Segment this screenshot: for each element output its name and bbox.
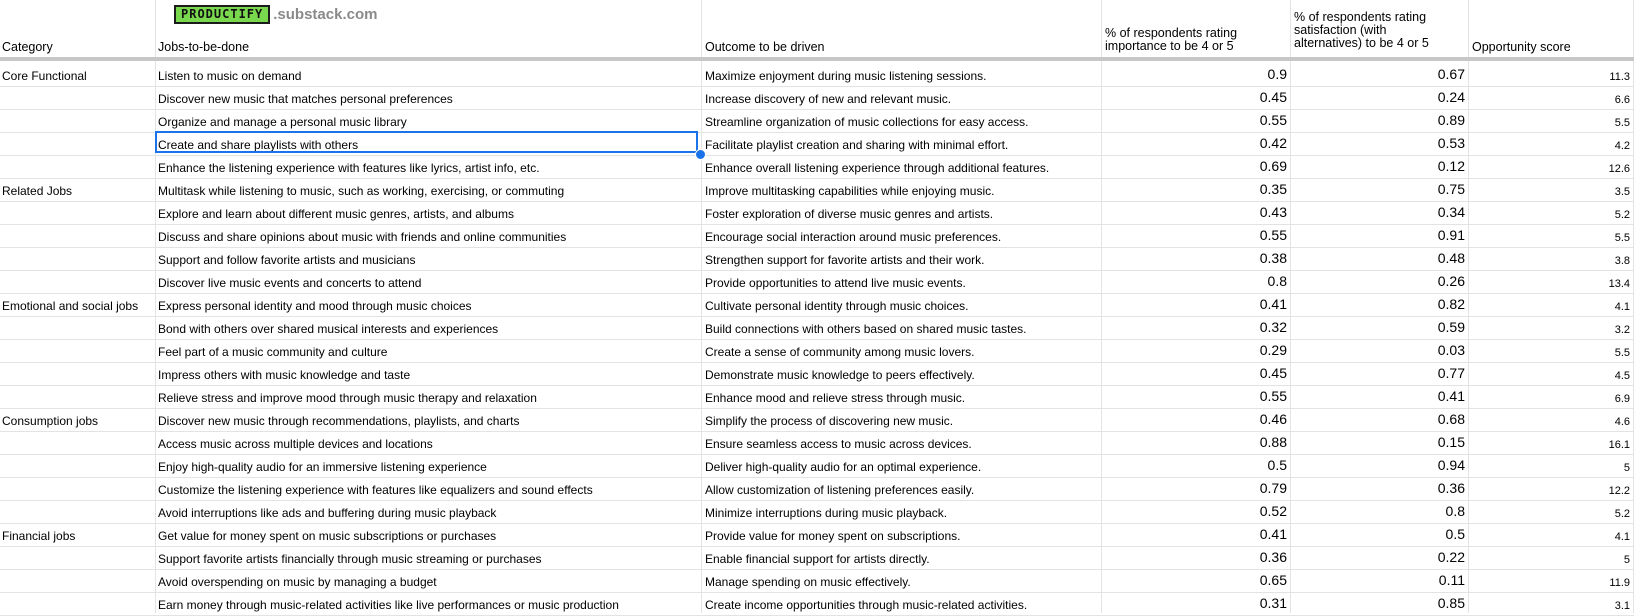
cell-opportunity[interactable]: 4.1: [1614, 531, 1630, 543]
header-satisfaction[interactable]: [1294, 11, 1429, 50]
cell-job[interactable]: Earn money through music-related activities like live performances or music production: [158, 598, 619, 612]
row-divider: [0, 339, 1634, 340]
active-cell-selection[interactable]: [155, 131, 698, 153]
cell-opportunity[interactable]: 13.4: [1608, 278, 1630, 290]
cell-outcome[interactable]: Minimize interruptions during music playback.: [705, 506, 948, 520]
cell-job[interactable]: Multitask while listening to music, such as working, exercising, or commuting: [158, 184, 565, 198]
cell-satisfaction[interactable]: 0.94: [1437, 457, 1465, 473]
cell-opportunity[interactable]: 11.9: [1609, 577, 1630, 589]
cell-opportunity[interactable]: 11.3: [1609, 71, 1630, 83]
cell-job[interactable]: Support favorite artists financially through music streaming or purchases: [158, 552, 542, 566]
row-divider: [0, 293, 1634, 294]
cell-opportunity[interactable]: 12.2: [1608, 485, 1630, 497]
cell-opportunity[interactable]: 6.9: [1614, 393, 1630, 405]
cell-importance[interactable]: 0.8: [1267, 273, 1287, 289]
cell-opportunity[interactable]: 5: [1623, 554, 1630, 566]
row-divider: [0, 385, 1634, 386]
cell-outcome[interactable]: Create a sense of community among music lovers.: [705, 345, 975, 359]
cell-satisfaction[interactable]: 0.75: [1437, 181, 1465, 197]
fill-handle[interactable]: [695, 149, 706, 160]
cell-job[interactable]: Discover new music through recommendations, playlists, and charts: [158, 414, 520, 428]
cell-outcome[interactable]: Enhance mood and relieve stress through music.: [705, 391, 966, 405]
cell-satisfaction[interactable]: 0.8: [1445, 503, 1465, 519]
cell-outcome[interactable]: Improve multitasking capabilities while enjoying music.: [705, 184, 995, 198]
row-divider: [0, 523, 1634, 524]
cell-satisfaction[interactable]: 0.91: [1437, 227, 1465, 243]
logo-domain: .substack.com: [273, 6, 378, 23]
cell-opportunity[interactable]: 5: [1623, 462, 1630, 474]
cell-job[interactable]: Organize and manage a personal music library: [158, 115, 407, 129]
logo-badge: PRODUCTIFY: [174, 5, 270, 24]
row-divider: [0, 431, 1634, 432]
cell-job[interactable]: Feel part of a music community and culture: [158, 345, 388, 359]
cell-outcome[interactable]: Enhance overall listening experience through additional features.: [705, 161, 1050, 175]
header-outcome[interactable]: Outcome to be driven: [705, 40, 825, 54]
column-divider: [155, 0, 156, 613]
cell-importance[interactable]: 0.35: [1259, 181, 1287, 197]
row-divider: [0, 247, 1634, 248]
row-divider: [0, 155, 1634, 156]
cell-satisfaction[interactable]: 0.36: [1437, 480, 1465, 496]
cell-category[interactable]: Core Functional: [2, 69, 87, 83]
cell-satisfaction[interactable]: 0.77: [1437, 365, 1465, 381]
header-importance-line: importance to be 4 or 5: [1105, 39, 1234, 53]
cell-job[interactable]: Support and follow favorite artists and musicians: [158, 253, 416, 267]
productify-logo: [174, 5, 377, 24]
cell-job[interactable]: Impress others with music knowledge and taste: [158, 368, 411, 382]
row-divider: [0, 86, 1634, 87]
cell-opportunity[interactable]: 3.2: [1614, 324, 1630, 336]
cell-importance[interactable]: 0.55: [1259, 227, 1287, 243]
row-divider: [0, 224, 1634, 225]
cell-satisfaction[interactable]: 0.41: [1437, 388, 1465, 404]
cell-outcome[interactable]: Provide value for money spent on subscriptions.: [705, 529, 961, 543]
cell-importance[interactable]: 0.9: [1267, 66, 1287, 82]
cell-satisfaction[interactable]: 0.68: [1437, 411, 1465, 427]
cell-importance[interactable]: 0.46: [1259, 411, 1287, 427]
cell-opportunity[interactable]: 4.5: [1614, 370, 1630, 382]
cell-satisfaction[interactable]: 0.85: [1437, 595, 1465, 611]
cell-opportunity[interactable]: 5.2: [1614, 209, 1630, 221]
row-divider: [0, 569, 1634, 570]
cell-importance[interactable]: 0.31: [1259, 595, 1287, 611]
cell-importance[interactable]: 0.5: [1267, 457, 1287, 473]
cell-satisfaction[interactable]: 0.15: [1437, 434, 1465, 450]
cell-importance[interactable]: 0.55: [1259, 388, 1287, 404]
header-satisfaction-line: % of respondents rating: [1294, 10, 1427, 24]
cell-job[interactable]: Avoid interruptions like ads and buffering during music playback: [158, 506, 497, 520]
cell-satisfaction[interactable]: 0.48: [1437, 250, 1465, 266]
cell-outcome[interactable]: Strengthen support for favorite artists and their work.: [705, 253, 985, 267]
row-divider: [0, 362, 1634, 363]
cell-job[interactable]: Listen to music on demand: [158, 69, 302, 83]
cell-satisfaction[interactable]: 0.11: [1438, 572, 1465, 588]
cell-category[interactable]: Related Jobs: [2, 184, 73, 198]
cell-opportunity[interactable]: 3.1: [1614, 600, 1630, 612]
header-satisfaction-line: satisfaction (with: [1294, 23, 1387, 37]
header-opportunity-score[interactable]: Opportunity score: [1472, 40, 1571, 54]
cell-importance[interactable]: 0.65: [1259, 572, 1287, 588]
cell-job[interactable]: Relieve stress and improve mood through music therapy and relaxation: [158, 391, 537, 405]
cell-satisfaction[interactable]: 0.82: [1437, 296, 1465, 312]
cell-importance[interactable]: 0.42: [1259, 135, 1287, 151]
cell-job[interactable]: Discuss and share opinions about music with friends and online communities: [158, 230, 567, 244]
cell-satisfaction[interactable]: 0.34: [1437, 204, 1465, 220]
cell-job[interactable]: Customize the listening experience with features like equalizers and sound effects: [158, 483, 593, 497]
cell-satisfaction[interactable]: 0.24: [1437, 89, 1465, 105]
cell-opportunity[interactable]: 4.6: [1614, 416, 1630, 428]
cell-job[interactable]: Explore and learn about different music genres, artists, and albums: [158, 207, 514, 221]
cell-opportunity[interactable]: 12.6: [1608, 163, 1630, 175]
cell-outcome[interactable]: Deliver high-quality audio for an optimal experience.: [705, 460, 982, 474]
cell-importance[interactable]: 0.41: [1259, 296, 1287, 312]
cell-opportunity[interactable]: 3.8: [1614, 255, 1630, 267]
cell-job[interactable]: Discover live music events and concerts to attend: [158, 276, 422, 290]
cell-outcome[interactable]: Manage spending on music effectively.: [705, 575, 911, 589]
cell-opportunity[interactable]: 4.2: [1614, 140, 1630, 152]
row-divider: [0, 454, 1634, 455]
row-divider: [0, 109, 1634, 110]
cell-importance[interactable]: 0.45: [1259, 89, 1287, 105]
cell-job[interactable]: Enjoy high-quality audio for an immersive listening experience: [158, 460, 487, 474]
cell-outcome[interactable]: Provide opportunities to attend live music events.: [705, 276, 966, 290]
cell-satisfaction[interactable]: 0.5: [1445, 526, 1465, 542]
cell-job[interactable]: Get value for money spent on music subscriptions or purchases: [158, 529, 497, 543]
cell-outcome[interactable]: Encourage social interaction around music preferences.: [705, 230, 1002, 244]
cell-outcome[interactable]: Facilitate playlist creation and sharing with minimal effort.: [705, 138, 1009, 152]
cell-opportunity[interactable]: 5.5: [1614, 117, 1630, 129]
cell-importance[interactable]: 0.88: [1259, 434, 1287, 450]
cell-satisfaction[interactable]: 0.22: [1437, 549, 1465, 565]
cell-opportunity[interactable]: 16.1: [1608, 439, 1630, 451]
cell-outcome[interactable]: Simplify the process of discovering new music.: [705, 414, 954, 428]
cell-outcome[interactable]: Foster exploration of diverse music genres and artists.: [705, 207, 994, 221]
cell-job[interactable]: Bond with others over shared musical interests and experiences: [158, 322, 499, 336]
cell-satisfaction[interactable]: 0.12: [1437, 158, 1465, 174]
cell-satisfaction[interactable]: 0.89: [1437, 112, 1465, 128]
cell-outcome[interactable]: Streamline organization of music collections for easy access.: [705, 115, 1029, 129]
row-divider: [0, 592, 1634, 593]
cell-opportunity[interactable]: 3.5: [1614, 186, 1630, 198]
cell-outcome[interactable]: Create income opportunities through music-related activities.: [705, 598, 1028, 612]
cell-importance[interactable]: 0.43: [1259, 204, 1287, 220]
cell-importance[interactable]: 0.69: [1259, 158, 1287, 174]
cell-outcome[interactable]: Ensure seamless access to music across devices.: [705, 437, 972, 451]
cell-importance[interactable]: 0.29: [1259, 342, 1287, 358]
cell-importance[interactable]: 0.38: [1259, 250, 1287, 266]
cell-opportunity[interactable]: 6.6: [1614, 94, 1630, 106]
cell-category[interactable]: Emotional and social jobs: [2, 299, 139, 313]
cell-category[interactable]: Financial jobs: [2, 529, 76, 543]
cell-opportunity[interactable]: 5.2: [1614, 508, 1630, 520]
cell-outcome[interactable]: Maximize enjoyment during music listening sessions.: [705, 69, 987, 83]
cell-outcome[interactable]: Allow customization of listening preferences easily.: [705, 483, 975, 497]
cell-job[interactable]: Express personal identity and mood through music choices: [158, 299, 472, 313]
cell-category[interactable]: Consumption jobs: [2, 414, 99, 428]
cell-outcome[interactable]: Cultivate personal identity through music choices.: [705, 299, 969, 313]
cell-satisfaction[interactable]: 0.03: [1437, 342, 1465, 358]
cell-opportunity[interactable]: 5.5: [1614, 232, 1630, 244]
cell-outcome[interactable]: Demonstrate music knowledge to peers effectively.: [705, 368, 975, 382]
cell-importance[interactable]: 0.32: [1259, 319, 1287, 335]
cell-importance[interactable]: 0.41: [1259, 526, 1287, 542]
header-importance[interactable]: [1105, 27, 1237, 53]
row-divider: [0, 270, 1634, 271]
row-divider: [0, 178, 1634, 179]
cell-importance[interactable]: 0.79: [1259, 480, 1287, 496]
header-jobs-to-be-done[interactable]: Jobs-to-be-done: [158, 40, 250, 54]
cell-job[interactable]: Avoid overspending on music by managing a budget: [158, 575, 437, 589]
cell-satisfaction[interactable]: 0.59: [1437, 319, 1465, 335]
cell-job[interactable]: Create and share playlists with others: [158, 138, 359, 152]
row-divider: [0, 546, 1634, 547]
cell-importance[interactable]: 0.52: [1259, 503, 1287, 519]
cell-opportunity[interactable]: 5.5: [1614, 347, 1630, 359]
cell-importance[interactable]: 0.36: [1259, 549, 1287, 565]
cell-outcome[interactable]: Build connections with others based on shared music tastes.: [705, 322, 1027, 336]
header-importance-line: % of respondents rating: [1105, 26, 1238, 40]
cell-job[interactable]: Enhance the listening experience with features like lyrics, artist info, etc.: [158, 161, 540, 175]
column-divider: [701, 0, 702, 613]
cell-satisfaction[interactable]: 0.26: [1437, 273, 1465, 289]
cell-job[interactable]: Access music across multiple devices and locations: [158, 437, 433, 451]
row-divider: [0, 201, 1634, 202]
cell-job[interactable]: Discover new music that matches personal preferences: [158, 92, 453, 106]
cell-satisfaction[interactable]: 0.53: [1437, 135, 1465, 151]
cell-importance[interactable]: 0.45: [1259, 365, 1287, 381]
cell-outcome[interactable]: Increase discovery of new and relevant music.: [705, 92, 952, 106]
cell-outcome[interactable]: Enable financial support for artists directly.: [705, 552, 930, 566]
row-divider: [0, 316, 1634, 317]
header-satisfaction-line: alternatives) to be 4 or 5: [1294, 36, 1429, 50]
cell-opportunity[interactable]: 4.1: [1614, 301, 1630, 313]
cell-importance[interactable]: 0.55: [1259, 112, 1287, 128]
row-divider: [0, 500, 1634, 501]
row-divider: [0, 408, 1634, 409]
header-separator: [0, 57, 1634, 61]
header-category[interactable]: Category: [2, 40, 53, 54]
cell-satisfaction[interactable]: 0.67: [1437, 66, 1465, 82]
row-divider: [0, 477, 1634, 478]
